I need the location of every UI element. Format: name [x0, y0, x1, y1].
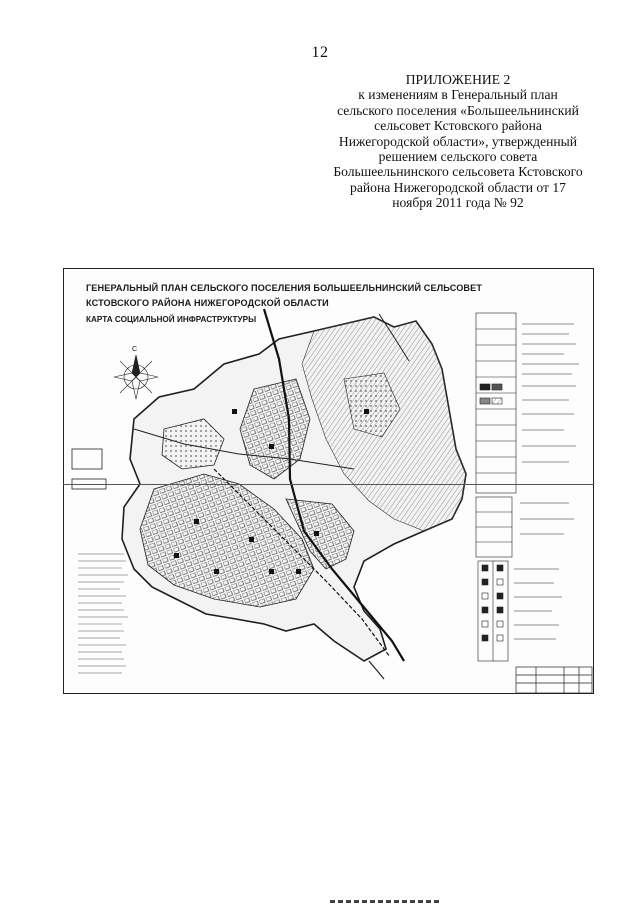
appendix-line: Нижегородской области», утвержденный [338, 133, 578, 149]
map-title-line-2: КСТОВСКОГО РАЙОНА НИЖЕГОРОДСКОЙ ОБЛАСТИ [86, 298, 329, 308]
sheet-fold-line [63, 484, 594, 485]
map-subtitle: КАРТА СОЦИАЛЬНОЙ ИНФРАСТРУКТУРЫ [86, 315, 257, 324]
appendix-line: ноября 2011 года № 92 [392, 195, 524, 211]
appendix-line: решением сельского совета [378, 149, 538, 165]
objects-list [78, 554, 128, 673]
road [369, 661, 384, 679]
scan-footer-marks [330, 900, 440, 903]
title-block-stamp [516, 667, 592, 693]
appendix-line: района Нижегородской области от 17 [350, 179, 566, 195]
appendix-line: сельского поселения «Большеельнинский [337, 102, 579, 118]
legend-panel [476, 313, 579, 661]
appendix-line: сельсовет Кстовского района [374, 118, 542, 134]
inset-box [72, 449, 102, 469]
map-drawing [64, 269, 594, 694]
master-plan-map-sheet [63, 268, 594, 694]
page-number: 12 [311, 44, 329, 61]
map-title-line-1: ГЕНЕРАЛЬНЫЙ ПЛАН СЕЛЬСКОГО ПОСЕЛЕНИЯ БОЛЬШЕЕЛЬНИНСКИЙ СЕЛЬСОВЕТ [86, 283, 483, 293]
appendix-block [324, 72, 592, 211]
appendix-heading: ПРИЛОЖЕНИЕ 2 [405, 72, 511, 87]
compass-rose [114, 355, 158, 399]
map-title [86, 281, 482, 311]
appendix-line: Большеельнинского сельсовета Кстовского [333, 164, 583, 180]
appendix-line: к изменениям в Генеральный план [358, 87, 558, 103]
compass-north-label: С [132, 346, 138, 353]
